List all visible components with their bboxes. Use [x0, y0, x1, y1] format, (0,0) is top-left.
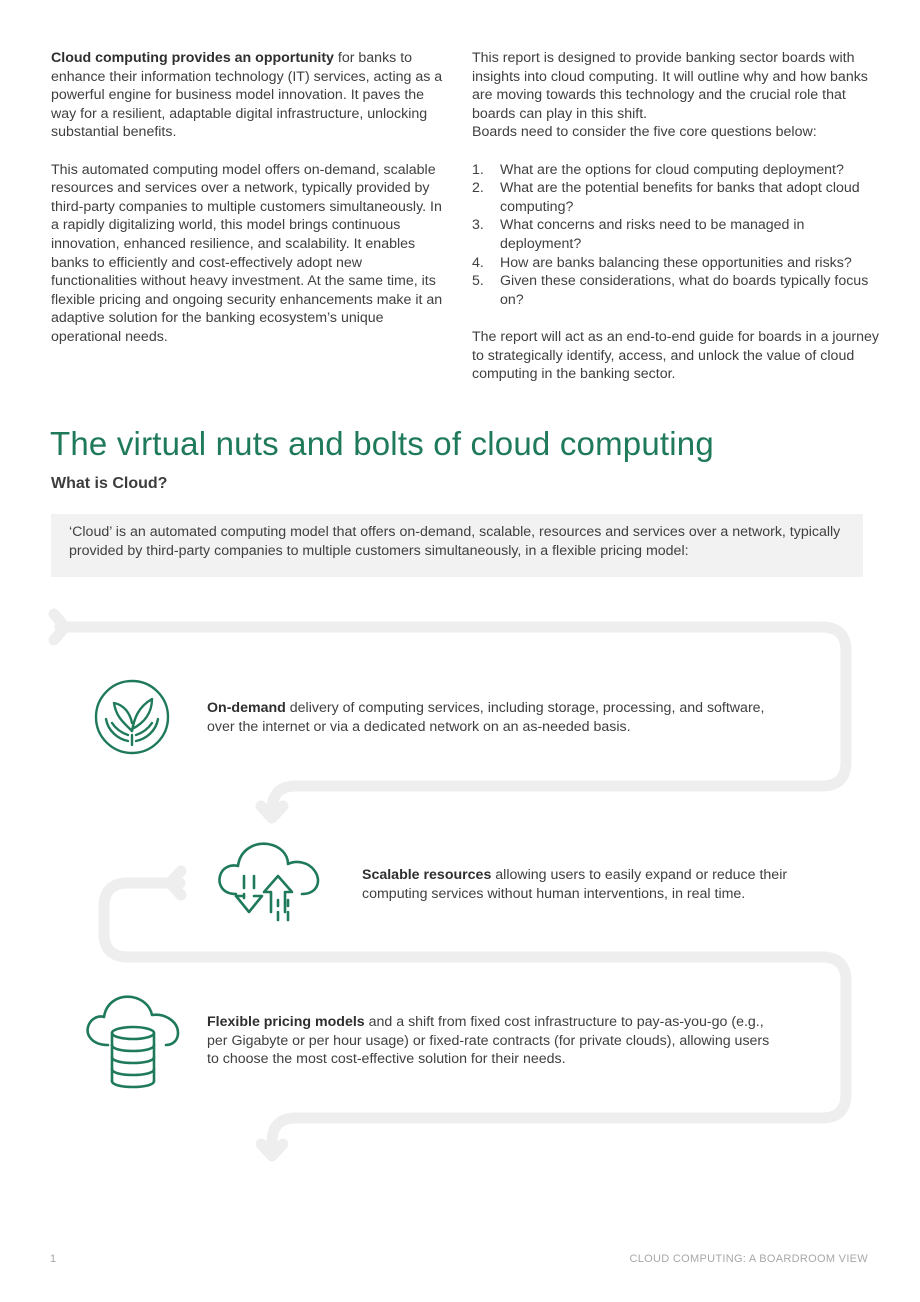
- intro-left-column: [51, 49, 451, 347]
- list-item: 5. Given these considerations, what do boards typically focus on?: [472, 273, 869, 308]
- list-item: 1. What are the options for cloud computing deployment?: [472, 161, 844, 178]
- model-description-paragraph: This automated computing model offers on-demand, scalable resources and services over a network, typically provided by third-party companies to multiple customers simultaneously. In a rapidly digitalizing world, this model brings continuous innovation, enhanced resilience, and scalability. It enables banks to efficiently and cost-effectively adopt new functionalities without heavy investment. At the same time, its flexible pricing and ongoing security enhancements make it an adaptive solution for the banking ecosystem’s unique operational needs.: [51, 161, 443, 345]
- section-subtitle: What is Cloud?: [51, 475, 168, 492]
- intro-paragraph: [51, 49, 451, 142]
- core-questions-list: [472, 161, 882, 310]
- item-lead: On-demand: [207, 700, 286, 716]
- item-text: delivery of computing services, including storage, processing, and software, over the internet or via a dedicated network on an as-needed basis.: [207, 700, 765, 735]
- item-lead: Flexible pricing models: [207, 1014, 365, 1030]
- definition-callout: [51, 514, 863, 577]
- leaf-hands-icon: [94, 679, 170, 760]
- list-item: 2. What are the potential benefits for banks that adopt cloud computing?: [472, 180, 860, 215]
- scalable-resources-item: [362, 866, 832, 903]
- intro-bold-lead: Cloud computing provides an opportunity: [51, 50, 334, 66]
- cloud-arrows-icon: [216, 840, 324, 931]
- cloud-database-icon: [84, 993, 182, 1096]
- running-title: CLOUD COMPUTING: A BOARDROOM VIEW: [629, 1253, 868, 1265]
- section-title: The virtual nuts and bolts of cloud computing: [50, 425, 714, 462]
- report-guide-paragraph: The report will act as an end-to-end guide for boards in a journey to strategically identify, access, and unlock the value of cloud computing in the banking sector.: [472, 328, 879, 383]
- item-text: and a shift from fixed cost infrastructure to pay-as-you-go (e.g., per Gigabyte or per hour usage) or fixed-rate contracts (for private clouds), allowing users to choose the most cost-effective solution for their needs.: [207, 1014, 770, 1068]
- item-lead: Scalable resources: [362, 867, 492, 883]
- list-item: 4. How are banks balancing these opportunities and risks?: [472, 254, 852, 271]
- page-number: 1: [50, 1253, 57, 1265]
- intro-right-column: [472, 49, 882, 384]
- report-purpose-paragraph: This report is designed to provide banking sector boards with insights into cloud computing. It will outline why and how banks are moving towards this technology and the crucial role that boards can play in this shift.: [472, 50, 868, 122]
- item-text: allowing users to easily expand or reduce their computing services without human interventions, in real time.: [362, 867, 788, 902]
- intro-paragraph-text: for banks to enhance their information technology (IT) services, acting as a powerful engine for business model innovation. It paves the way for a resilient, adaptable digital infrastructure, unlocking substantial benefits.: [51, 50, 443, 141]
- on-demand-item: [207, 699, 767, 736]
- list-item: 3. What concerns and risks need to be managed in deployment?: [472, 217, 805, 252]
- core-questions-lead: Boards need to consider the five core questions below:: [472, 124, 817, 141]
- flexible-pricing-item: [207, 1013, 777, 1069]
- definition-callout-text: ‘Cloud’ is an automated computing model that offers on-demand, scalable, resources and services over a network, typically provided by third-party companies to multiple customers simultaneously, in a flexible pricing model:: [69, 524, 841, 559]
